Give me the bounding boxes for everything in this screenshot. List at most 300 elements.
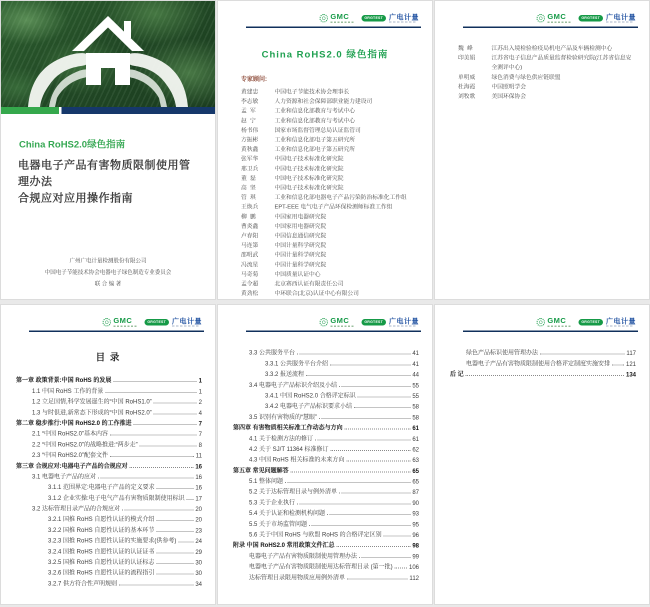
- toc-dot-leader: [156, 552, 193, 553]
- advisor-org: 人力资源和社会保障部职业能力建设司: [274, 98, 373, 105]
- advisor-row: [241, 280, 419, 290]
- advisor-org: 工业和信息化部教育与考试中心: [274, 117, 355, 124]
- toc-entry[interactable]: [233, 549, 419, 560]
- advisor-row: [458, 82, 636, 92]
- advisor-name: 单明威: [458, 74, 476, 81]
- toc-entry[interactable]: [233, 410, 419, 421]
- toc-dot-leader: [156, 531, 193, 532]
- toc-dot-leader: [345, 429, 411, 430]
- advisor-name: 邵明武: [241, 252, 259, 259]
- gmc-emblem-icon: [536, 318, 545, 327]
- toc-dot-leader: [297, 503, 410, 504]
- toc-entry[interactable]: [233, 506, 419, 517]
- toc-entry[interactable]: [16, 427, 202, 438]
- gmc-logo-icon: [319, 317, 353, 327]
- gmc-logo-icon: [319, 13, 353, 23]
- toc-entry-text: 4.1 关于检测方法的修订: [249, 434, 314, 442]
- toc-dot-leader: [187, 499, 194, 500]
- toc-entry[interactable]: [16, 480, 202, 491]
- toc-entry[interactable]: [233, 367, 419, 378]
- toc-entry-text: 电器电子产品有害物质限制使用管理办法: [249, 552, 358, 560]
- toc-entry-page: 112: [409, 574, 419, 582]
- advisor-name: 杨书伟: [241, 127, 259, 134]
- toc-dot-leader: [285, 482, 410, 483]
- cover-title: [18, 157, 198, 207]
- advisor-row: [241, 260, 419, 270]
- toc-entry-text: 第三章 合规应对:电器电子产品的合规应对: [16, 462, 128, 470]
- toc-entry-page: 7: [198, 430, 202, 438]
- advisor-name: 黄秋鑫: [241, 146, 259, 153]
- toc-entry-page: 16: [195, 484, 202, 492]
- toc-entry-page: 96: [412, 531, 419, 539]
- advisor-org: 中国电子技术标准化研究院: [274, 156, 344, 163]
- publisher-joint-label: 联 合 编 著: [94, 281, 122, 287]
- toc-dot-leader: [306, 375, 410, 376]
- advisor-row: [458, 44, 636, 54]
- toc-entry-page: 117: [626, 349, 636, 357]
- advisor-name: 卢春阳: [241, 233, 259, 240]
- header-rule: [246, 331, 421, 333]
- toc-entry-page: 4: [198, 409, 202, 417]
- advisor-name: 黄劲松: [241, 290, 259, 297]
- advisor-row: [241, 136, 419, 146]
- toc-entry[interactable]: [16, 513, 202, 524]
- toc-entry[interactable]: [233, 432, 419, 443]
- advisor-row: [241, 155, 419, 165]
- gmc-logo-icon: [536, 13, 570, 23]
- toc-entry[interactable]: [233, 399, 419, 410]
- toc-entry[interactable]: [233, 378, 419, 389]
- toc-entry-page: 11: [195, 452, 202, 460]
- toc-dot-leader: [337, 546, 411, 547]
- toc-entry[interactable]: [16, 406, 202, 417]
- cover-accent-band: [1, 107, 215, 114]
- toc-entry-page: 134: [625, 371, 636, 379]
- grgtest-pill: GRGTEST: [144, 319, 169, 326]
- page-toc-3[interactable]: [435, 305, 649, 604]
- page-title: China RoHS2.0 绿色指南: [261, 49, 389, 60]
- toc-entry-page: 24: [195, 537, 202, 545]
- toc-dot-leader: [291, 471, 411, 472]
- toc-dot-leader: [346, 461, 410, 462]
- toc-entry-page: 95: [412, 520, 419, 528]
- advisor-org: 工业和信息化部教育与考试中心: [274, 108, 355, 115]
- advisor-row: [241, 88, 419, 98]
- toc-dot-leader: [347, 578, 407, 579]
- toc-entry-text: 3.2.7 供方符合性声明规则: [48, 579, 118, 587]
- advisor-org: 绿色消费与绿色供应链联盟: [491, 74, 561, 81]
- grg-cn-name: 广电计量: [389, 317, 419, 325]
- toc-entry-text: 电器电子产品有害物质限制使用达标管理目录 (第一批): [249, 563, 393, 571]
- advisor-org: 江苏出入境检验检疫局机电产品及车辆检测中心: [491, 45, 613, 52]
- advisor-row: [241, 241, 419, 251]
- toc-entry-text: 5.6 关于中国 RoHS 与欧盟 RoHS 的合格评定区别: [249, 531, 382, 539]
- toc-dot-leader: [358, 396, 411, 397]
- toc-entry[interactable]: [16, 374, 202, 385]
- advisor-row: [241, 222, 419, 232]
- toc-entry-text: 绿色产品标识使用管理办法: [466, 349, 539, 357]
- toc-entry-text: 3.1.2 企业实操:电子电气产品有害物质限制使用标识: [48, 494, 185, 502]
- toc-entry-page: 23: [195, 526, 202, 534]
- toc-entry[interactable]: [233, 485, 419, 496]
- gmc-emblem-icon: [102, 318, 111, 327]
- advisor-name: 刘牧歌: [458, 93, 476, 100]
- toc-entry-page: 16: [195, 462, 202, 470]
- toc-entry[interactable]: [16, 555, 202, 566]
- toc-entry-page: 58: [412, 403, 419, 411]
- advisor-row: [241, 174, 419, 184]
- toc-entry-text: 后 记: [450, 370, 464, 378]
- toc-entry-page: 87: [412, 488, 419, 496]
- toc-dot-leader: [359, 557, 410, 558]
- toc-entry-text: 第一章 政策背景:中国 RoHS 的发展: [16, 376, 112, 384]
- gmc-emblem-icon: [319, 318, 328, 327]
- advisor-row: [241, 184, 419, 194]
- advisor-name: 马连第: [241, 242, 259, 249]
- advisor-row: [241, 193, 419, 203]
- hands-house-illustration: [1, 1, 215, 107]
- advisors-label: 专家顾问:: [241, 75, 267, 83]
- toc-entry[interactable]: [16, 384, 202, 395]
- toc-entry[interactable]: [16, 566, 202, 577]
- toc-title: 目 录: [95, 352, 121, 363]
- advisor-row: [241, 145, 419, 155]
- toc-entry-page: 65: [412, 478, 419, 486]
- right-hand-icon: [125, 53, 188, 107]
- toc-entry-text: 3.2.3 国推 RoHS 自愿性认证的实施要求(供参考): [48, 537, 177, 545]
- toc-dot-leader: [319, 418, 410, 419]
- toc-entry-text: 3.3.2 报送流程: [265, 370, 305, 378]
- advisor-name: 魏 峰: [458, 45, 473, 52]
- advisor-row: [458, 73, 636, 83]
- toc-dot-leader: [110, 456, 194, 457]
- toc-entry[interactable]: [16, 459, 202, 470]
- toc-entry-page: 30: [195, 559, 202, 567]
- advisor-row: [241, 164, 419, 174]
- toc-entry-text: 3.2 达标管理目录产品的合规应对: [32, 505, 121, 513]
- advisor-org: EPT-EEE 电气电子产品环保检测师标准工作组: [274, 204, 393, 211]
- toc-dot-leader: [156, 520, 193, 521]
- toc-entry-text: 5.4 关于认证和检测机构问题: [249, 509, 326, 517]
- toc-entry-page: 106: [408, 563, 419, 571]
- toc-entry-text: 第二章 稳步推行:中国 RoHS2.0 的工作推进: [16, 419, 132, 427]
- toc-entry-page: 8: [198, 441, 202, 449]
- advisor-org: 中国计量科学研究院: [274, 261, 327, 268]
- advisor-name: 柳 鹏: [241, 213, 256, 220]
- toc-dot-leader: [339, 386, 410, 387]
- advisor-org: 中国电子技术标准化研究院: [274, 175, 344, 182]
- toc-entry[interactable]: [233, 421, 419, 432]
- toc-entry-page: 121: [625, 360, 636, 368]
- toc-entry-page: 1: [198, 377, 202, 385]
- cover-tagline: China RoHS2.0绿色指南: [19, 139, 126, 150]
- advisor-name: 高 坚: [241, 185, 256, 192]
- gmc-logo-text: GMC: [547, 12, 567, 21]
- toc-dot-leader: [178, 542, 193, 543]
- toc-dot-leader: [297, 354, 410, 355]
- toc-entry-page: 99: [412, 552, 419, 560]
- toc-entry-page: 63: [412, 456, 419, 464]
- toc-entry-text: 3.4.2 电器电子产品标识要求小结: [265, 402, 353, 410]
- advisor-org: 中国计量科学研究院: [274, 252, 327, 259]
- toc-entry[interactable]: [16, 448, 202, 459]
- gmc-logo-text: GMC: [330, 316, 350, 325]
- toc-entry-page: 44: [412, 371, 419, 379]
- advisor-row: [241, 232, 419, 242]
- advisor-org: 中国信息通信研究院: [274, 233, 327, 240]
- toc-list: [233, 346, 419, 581]
- toc-entry-text: 1.3 与时俱进,新常态下形成的“中国 RoHS2.0”: [32, 408, 152, 416]
- toc-entry-page: 93: [412, 510, 419, 518]
- toc-entry-page: 1: [198, 387, 202, 395]
- toc-entry[interactable]: [16, 545, 202, 556]
- toc-dot-leader: [612, 364, 624, 365]
- toc-entry-text: 2.1 “中国 RoHS2.0”基本内容: [32, 430, 109, 438]
- advisor-row: [458, 92, 636, 102]
- toc-entry-page: 34: [195, 580, 202, 588]
- toc-dot-leader: [154, 413, 197, 414]
- toc-entry[interactable]: [16, 534, 202, 545]
- toc-entry-text: 4.3 中国 RoHS 相关标准的未来方向: [249, 456, 345, 464]
- toc-list: [16, 374, 202, 588]
- toc-entry-text: 5.3 关于企业执行: [249, 498, 296, 506]
- toc-entry[interactable]: [233, 442, 419, 453]
- toc-dot-leader: [339, 493, 410, 494]
- toc-entry-page: 55: [412, 381, 419, 389]
- grg-cn-name: 广电计量: [172, 317, 202, 325]
- advisor-row: [241, 97, 419, 107]
- toc-entry-text: 3.5 识别有害物质的“慧眼”: [249, 413, 318, 421]
- toc-entry[interactable]: [233, 571, 419, 582]
- advisor-name: 黄建忠: [241, 89, 259, 95]
- toc-entry-text: 4.2 关于 SJ/T 11364 标准修订: [249, 445, 329, 453]
- header-rule: [29, 331, 204, 333]
- toc-entry[interactable]: [233, 346, 419, 357]
- toc-dot-leader: [395, 568, 407, 569]
- advisor-org: 工业和信息化部电子第五研究所: [274, 146, 355, 153]
- grg-logo-icon: [578, 14, 636, 23]
- toc-entry[interactable]: [16, 438, 202, 449]
- publisher-1: 广州广电计量检测股份有限公司: [69, 258, 147, 264]
- toc-entry-page: 29: [195, 548, 202, 556]
- advisor-org: 中国电子技术标准化研究院: [274, 185, 344, 192]
- gmc-emblem-icon: [319, 14, 328, 23]
- advisor-row: [241, 116, 419, 126]
- toc-dot-leader: [154, 403, 197, 404]
- advisor-name: 杜海霞: [458, 83, 476, 90]
- page-advisors-2[interactable]: [435, 1, 649, 299]
- toc-dot-leader: [122, 510, 193, 511]
- advisor-org: 中国家用电器研究院: [274, 223, 327, 230]
- toc-entry[interactable]: [233, 528, 419, 539]
- toc-entry[interactable]: [450, 367, 636, 378]
- advisor-name: 曹炎鑫: [241, 223, 259, 230]
- toc-entry[interactable]: [233, 389, 419, 400]
- toc-entry-text: 3.3.1 公共服务平台介绍: [265, 359, 329, 367]
- toc-entry-page: 16: [195, 473, 202, 481]
- advisor-name: 王焕兵: [241, 204, 259, 211]
- toc-entry-text: 3.2.4 国推 RoHS 自愿性认证的认证证书: [48, 547, 155, 555]
- advisor-org: 工业和信息化部电器电子产品污染防治标准化工作组: [274, 194, 407, 201]
- toc-dot-leader: [309, 525, 410, 526]
- advisor-org: 中国质量认证中心: [274, 271, 321, 278]
- gmc-logo-text: GMC: [547, 316, 567, 325]
- advisor-row: [241, 251, 419, 261]
- advisor-name: 董 磊: [241, 175, 256, 182]
- advisor-name: 张军华: [241, 156, 259, 163]
- toc-entry-page: 30: [195, 569, 202, 577]
- toc-dot-leader: [466, 375, 624, 376]
- publisher-2: 中国电子节能技术协会电器电子绿色制造专业委员会: [44, 269, 172, 276]
- toc-entry[interactable]: [16, 470, 202, 481]
- toc-entry[interactable]: [233, 539, 419, 550]
- toc-entry-text: 达标管理目录限用物质应用例外清单: [249, 573, 346, 581]
- advisor-name: 赵 宁: [241, 117, 256, 124]
- toc-entry[interactable]: [233, 474, 419, 485]
- toc-entry[interactable]: [233, 464, 419, 475]
- grg-logo-icon: [361, 318, 419, 327]
- toc-entry[interactable]: [233, 517, 419, 528]
- advisor-org: 美国环保协会: [491, 93, 526, 100]
- toc-entry[interactable]: [233, 496, 419, 507]
- advisors-list: [218, 88, 432, 299]
- toc-dot-leader: [140, 445, 197, 446]
- gmc-logo-text: GMC: [330, 12, 350, 21]
- toc-entry-page: 55: [412, 392, 419, 400]
- page-toc-1[interactable]: [1, 305, 215, 604]
- toc-dot-leader: [98, 477, 193, 478]
- toc-entry-text: 3.2.2 国推 RoHS 自愿性认证的基本环节: [48, 526, 155, 534]
- gmc-logo-icon: [102, 317, 136, 327]
- header-logos: [1, 305, 215, 327]
- header-rule: [246, 27, 421, 29]
- advisor-name: 管 琪: [241, 194, 256, 201]
- gmc-logo-icon: [536, 317, 570, 327]
- left-hand-icon: [28, 53, 91, 107]
- header-logos: [435, 1, 649, 23]
- toc-dot-leader: [354, 407, 410, 408]
- toc-entry[interactable]: [16, 491, 202, 502]
- cover-photo-ferns: [1, 1, 215, 107]
- toc-dot-leader: [130, 467, 194, 468]
- toc-entry-text: 2.3 “中国 RoHS2.0”配套文件: [32, 451, 109, 459]
- advisor-name: 印美娟: [458, 55, 476, 62]
- toc-dot-leader: [105, 392, 196, 393]
- toc-entry-page: 41: [412, 360, 419, 368]
- page-toc-2[interactable]: [218, 305, 432, 604]
- toc-entry[interactable]: [16, 395, 202, 406]
- advisor-name: 孟 军: [241, 108, 256, 115]
- advisor-name: 邢卫兵: [241, 165, 259, 172]
- toc-entry-page: 58: [412, 413, 419, 421]
- toc-entry-text: 附录 中国 RoHS2.0 常用政策文件汇总: [233, 541, 335, 549]
- toc-entry-text: 2.2 “中国 RoHS2.0”的战略推进:“两步走”: [32, 440, 138, 448]
- advisor-row: [241, 270, 419, 280]
- page-advisors-1[interactable]: [218, 1, 432, 299]
- toc-entry[interactable]: [16, 523, 202, 534]
- advisor-org: 中环联合(北京)认证中心有限公司: [274, 290, 359, 297]
- toc-entry-page: 7: [198, 419, 202, 427]
- cover-title-line1: 电器电子产品有害物质限制使用管理办法: [18, 158, 191, 188]
- toc-entry[interactable]: [450, 346, 636, 357]
- toc-entry-text: 3.1 电器电子产品的应对: [32, 472, 97, 480]
- toc-entry[interactable]: [450, 357, 636, 368]
- band-navy-segment: [62, 107, 216, 114]
- advisor-name: 孟令超: [241, 281, 259, 288]
- advisor-org: 中国电子节能技术协会理事长: [274, 89, 350, 95]
- toc-entry[interactable]: [16, 416, 202, 427]
- toc-dot-leader: [384, 536, 411, 537]
- toc-entry[interactable]: [233, 560, 419, 571]
- toc-entry-text: 1.1 中国 RoHS 工作的背景: [32, 387, 104, 395]
- toc-entry-page: 61: [412, 435, 419, 443]
- toc-entry-text: 5.2 关于达标管理目录与例外清单: [249, 488, 338, 496]
- toc-entry-text: 3.2.1 国推 RoHS 自愿性认证的模式介绍: [48, 515, 155, 523]
- toc-list: [450, 346, 636, 378]
- toc-entry-text: 1.2 立足国情,科学发展诞生的“中国 RoHS1.0”: [32, 398, 152, 406]
- advisor-org: 中国家用电器研究院: [274, 213, 327, 220]
- toc-dot-leader: [315, 439, 410, 440]
- grg-logo-icon: [578, 318, 636, 327]
- toc-dot-leader: [330, 364, 410, 365]
- grgtest-pill: GRGTEST: [578, 15, 603, 22]
- grgtest-pill: GRGTEST: [578, 319, 603, 326]
- toc-entry-page: 90: [412, 499, 419, 507]
- toc-entry-page: 65: [412, 467, 419, 475]
- advisor-name: 方振彬: [241, 137, 259, 144]
- grgtest-pill: GRGTEST: [361, 319, 386, 326]
- grgtest-pill: GRGTEST: [361, 15, 386, 22]
- advisor-name: 李志敏: [241, 98, 259, 105]
- toc-entry-page: 41: [412, 349, 419, 357]
- toc-dot-leader: [330, 450, 410, 451]
- toc-entry-page: 61: [412, 424, 419, 432]
- advisor-org: 工业和信息化部电子第五研究所: [274, 137, 355, 144]
- cover-title-line2: 合规应对应用操作指南: [18, 191, 134, 204]
- page-cover[interactable]: [1, 1, 215, 299]
- band-green-segment: [1, 107, 59, 114]
- toc-entry-text: 第四章 有害物质相关标准工作动态与方向: [233, 424, 343, 432]
- header-logos: [218, 305, 432, 327]
- advisor-name: 冯流星: [241, 261, 259, 268]
- gmc-emblem-icon: [536, 14, 545, 23]
- header-rule: [463, 331, 638, 333]
- advisors-list: [435, 44, 649, 102]
- toc-entry-page: 2: [198, 398, 202, 406]
- toc-entry[interactable]: [233, 357, 419, 368]
- toc-entry[interactable]: [16, 502, 202, 513]
- advisor-row: [241, 212, 419, 222]
- advisor-org: 中国照明学会: [491, 83, 526, 90]
- toc-dot-leader: [156, 563, 193, 564]
- toc-entry-page: 62: [412, 445, 419, 453]
- toc-entry-page: 98: [412, 542, 419, 550]
- toc-entry[interactable]: [233, 453, 419, 464]
- toc-entry-text: 电器电子产品有害物质限制使用合格评定制度实施安排: [466, 359, 611, 367]
- toc-entry-text: 3.4.1 中国 RoHS2.0 合格评定标识: [265, 391, 356, 399]
- advisor-row: [241, 126, 419, 136]
- advisor-org: 中国电子技术标准化研究院: [274, 165, 344, 172]
- toc-entry-text: 3.4 电器电子产品标识介绍及小结: [249, 381, 338, 389]
- toc-dot-leader: [327, 514, 410, 515]
- toc-dot-leader: [134, 424, 197, 425]
- advisor-name: 马奇菊: [241, 271, 259, 278]
- toc-entry-page: 20: [195, 516, 202, 524]
- toc-entry[interactable]: [16, 577, 202, 588]
- grg-cn-name: 广电计量: [606, 13, 636, 21]
- toc-entry-text: 3.1.1 范围界定:电器电子产品的定义要求: [48, 483, 155, 491]
- grg-cn-name: 广电计量: [606, 317, 636, 325]
